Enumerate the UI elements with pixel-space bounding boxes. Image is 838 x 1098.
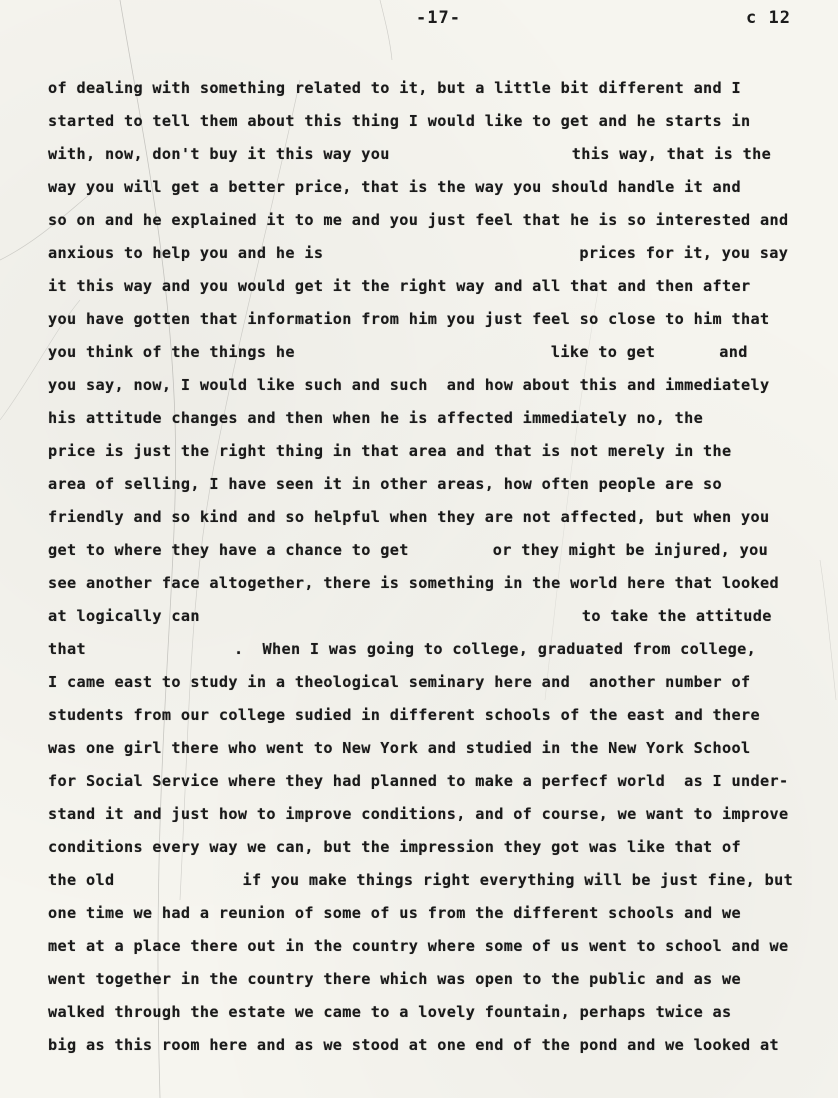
text-line: so on and he explained it to me and you just feel that he is so interested and	[48, 211, 789, 229]
text-line: his attitude changes and then when he is affected immediately no, the	[48, 409, 704, 427]
text-line: it this way and you would get it the right way and all that and then after	[48, 277, 751, 295]
text-line: at logically can to take the attitude	[48, 607, 772, 625]
section-code: c 12	[746, 8, 791, 28]
text-line: stand it and just how to improve conditions, and of course, we want to improve	[48, 805, 789, 823]
text-line: you think of the things he like to get and	[48, 343, 748, 361]
text-line: you say, now, I would like such and such and how about this and immediately	[48, 376, 770, 394]
text-line: you have gotten that information from him you just feel so close to him that	[48, 310, 770, 328]
text-line: conditions every way we can, but the impression they got was like that of	[48, 838, 742, 856]
text-line: went together in the country there which was open to the public and as we	[48, 970, 742, 988]
text-line: get to where they have a chance to get or they might be injured, you	[48, 541, 769, 559]
text-line: started to tell them about this thing I would like to get and he starts in	[48, 112, 751, 130]
text-line: students from our college sudied in different schools of the east and there	[48, 706, 761, 724]
text-line: big as this room here and as we stood at one end of the pond and we looked at	[48, 1036, 780, 1054]
text-line: that . When I was going to college, graduated from college,	[48, 640, 757, 658]
text-line: friendly and so kind and so helpful when they are not affected, but when you	[48, 508, 770, 526]
text-line: was one girl there who went to New York and studied in the New York School	[48, 739, 751, 757]
text-line: for Social Service where they had planned to make a perfecf world as I under-	[48, 772, 789, 790]
text-line: met at a place there out in the country where some of us went to school and we	[48, 937, 789, 955]
text-line: area of selling, I have seen it in other areas, how often people are so	[48, 475, 723, 493]
text-line: with, now, don't buy it this way you this way, that is the	[48, 145, 772, 163]
text-line: anxious to help you and he is prices for it, you say	[48, 244, 789, 262]
text-line: walked through the estate we came to a lovely fountain, perhaps twice as	[48, 1003, 732, 1021]
text-line: one time we had a reunion of some of us from the different schools and we	[48, 904, 742, 922]
text-line: the old if you make things right everything will be just fine, but	[48, 871, 794, 889]
text-line: see another face altogether, there is something in the world here that looked	[48, 574, 780, 592]
text-line: of dealing with something related to it, but a little bit different and I	[48, 79, 742, 97]
text-line: I came east to study in a theological seminary here and another number of	[48, 673, 751, 691]
text-line: way you will get a better price, that is the way you should handle it and	[48, 178, 742, 196]
page-number: -17-	[416, 8, 461, 28]
text-line: price is just the right thing in that area and that is not merely in the	[48, 442, 732, 460]
